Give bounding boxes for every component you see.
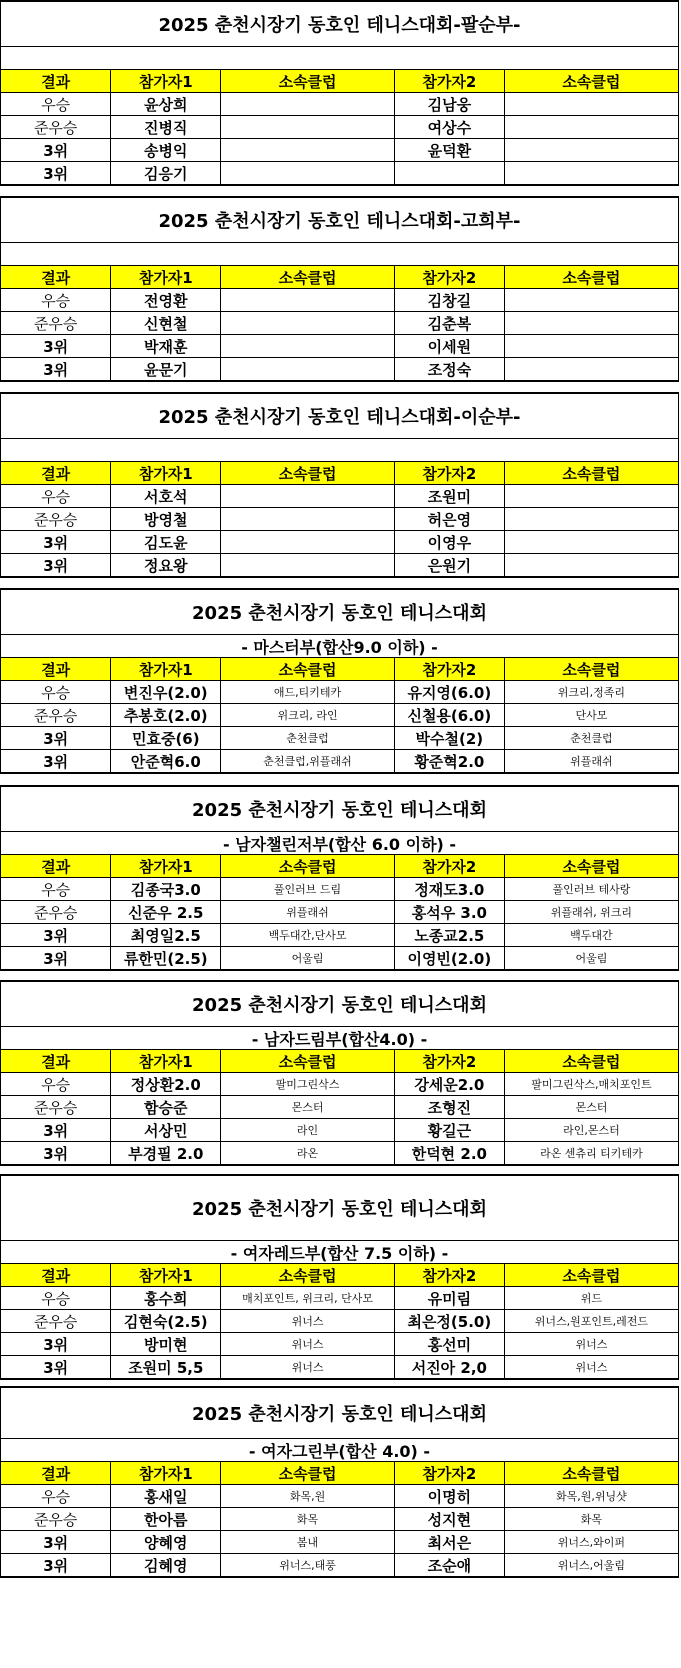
cell-p2: 허은영 [394,508,504,531]
column-header-result: 결과 [1,658,111,681]
cell-p1: 김도윤 [111,531,221,554]
header-row [1,1462,678,1485]
cell-result: 준우승 [1,1310,111,1333]
cell-result: 3위 [1,554,111,577]
cell-result: 준우승 [1,1508,111,1531]
cell-result: 3위 [1,727,111,750]
division-subtitle: - 여자그린부(합산 4.0) - [1,1439,678,1462]
division-section [0,980,679,1166]
cell-club2: 위너스 [504,1333,678,1356]
cell-p1: 신준우 2.5 [111,901,221,924]
cell-p1: 김현숙(2.5) [111,1310,221,1333]
cell-p2: 홍석우 3.0 [394,901,504,924]
cell-club1: 매치포인트, 위크리, 단사모 [221,1287,395,1310]
cell-p1: 서상민 [111,1119,221,1142]
table-row [1,1333,678,1356]
table-row [1,162,678,185]
cell-result: 3위 [1,1119,111,1142]
division-title: 2025 춘천시장기 동호인 테니스대회 [1,982,678,1027]
cell-club1: 라인 [221,1119,395,1142]
cell-club1: 라온 [221,1142,395,1165]
cell-result: 3위 [1,924,111,947]
division-subtitle [1,243,678,266]
division-subtitle: - 남자드림부(합산4.0) - [1,1027,678,1050]
cell-p2: 조정숙 [394,358,504,381]
cell-p2: 한덕현 2.0 [394,1142,504,1165]
cell-club1: 춘천클럽 [221,727,395,750]
column-header-club2: 소속클럽 [504,658,678,681]
cell-club1: 화목,원 [221,1485,395,1508]
division-title: 2025 춘천시장기 동호인 테니스대회-이순부- [1,394,678,439]
column-header-club2: 소속클럽 [504,462,678,485]
cell-result: 3위 [1,1142,111,1165]
cell-result: 3위 [1,1333,111,1356]
cell-p1: 김종국3.0 [111,878,221,901]
cell-result: 3위 [1,162,111,185]
division-title: 2025 춘천시장기 동호인 테니스대회 [1,590,678,635]
cell-p2 [394,162,504,185]
column-header-result: 결과 [1,1462,111,1485]
cell-club1 [221,508,395,531]
cell-p1: 방영철 [111,508,221,531]
column-header-p1: 참가자1 [111,658,221,681]
cell-result: 우승 [1,1485,111,1508]
cell-p1: 김혜영 [111,1554,221,1577]
cell-club1 [221,358,395,381]
cell-club2: 화목 [504,1508,678,1531]
cell-p2: 황길근 [394,1119,504,1142]
table-row [1,1508,678,1531]
column-header-result: 결과 [1,1050,111,1073]
cell-p2: 조원미 [394,485,504,508]
cell-club2: 단사모 [504,704,678,727]
cell-p2: 은원기 [394,554,504,577]
cell-club1: 위너스 [221,1333,395,1356]
cell-club2: 라인,몬스터 [504,1119,678,1142]
cell-result: 준우승 [1,704,111,727]
cell-p2: 여상수 [394,116,504,139]
division-title: 2025 춘천시장기 동호인 테니스대회 [1,1176,678,1241]
header-row [1,1050,678,1073]
column-header-result: 결과 [1,70,111,93]
column-header-p2: 참가자2 [394,658,504,681]
cell-p2: 최서은 [394,1531,504,1554]
cell-p1: 함승준 [111,1096,221,1119]
column-header-p2: 참가자2 [394,1462,504,1485]
cell-p2: 성지현 [394,1508,504,1531]
column-header-result: 결과 [1,266,111,289]
cell-p2: 김춘복 [394,312,504,335]
cell-p2: 조순애 [394,1554,504,1577]
cell-club2: 몬스터 [504,1096,678,1119]
table-row [1,750,678,773]
table-row [1,924,678,947]
cell-p1: 양혜영 [111,1531,221,1554]
cell-club1 [221,162,395,185]
column-header-club2: 소속클럽 [504,266,678,289]
cell-p2: 조형진 [394,1096,504,1119]
cell-club2: 팔미그린삭스,매치포인트 [504,1073,678,1096]
division-section [0,1386,679,1578]
column-header-club2: 소속클럽 [504,1462,678,1485]
column-header-result: 결과 [1,462,111,485]
cell-p1: 서호석 [111,485,221,508]
results-table [1,70,678,184]
cell-club2: 위너스,어울림 [557,1559,626,1572]
cell-club1: 팔미그린삭스 [221,1073,395,1096]
cell-result: 우승 [1,878,111,901]
column-header-p1: 참가자1 [111,1462,221,1485]
cell-result: 3위 [1,358,111,381]
cell-club2: 위너스,와이퍼 [504,1531,678,1554]
header-row [1,70,678,93]
cell-result: 준우승 [1,116,111,139]
cell-club2 [504,358,678,381]
division-section [0,0,679,186]
cell-result: 3위 [1,1356,111,1379]
cell-result: 3위 [1,139,111,162]
cell-result: 준우승 [1,901,111,924]
table-row [1,1531,678,1554]
cell-p1: 신현철 [111,312,221,335]
cell-club1 [221,554,395,577]
column-header-p2: 참가자2 [394,1264,504,1287]
header-row [1,462,678,485]
cell-club2: 위드 [504,1287,678,1310]
table-row [1,289,678,312]
results-table [1,658,678,772]
cell-p2: 김창길 [394,289,504,312]
table-row [1,554,678,577]
column-header-p2: 참가자2 [394,855,504,878]
table-row [1,1554,678,1577]
cell-club2 [504,335,678,358]
cell-club1: 춘천클럽,위플래쉬 [221,750,395,773]
table-row [1,1119,678,1142]
table-row [1,335,678,358]
cell-result: 준우승 [1,508,111,531]
column-header-club1: 소속클럽 [221,462,395,485]
table-row [1,93,678,116]
cell-club2 [504,289,678,312]
table-row [1,681,678,704]
results-table [1,855,678,969]
cell-p2: 이영빈(2.0) [394,947,504,970]
cell-club2 [504,485,678,508]
cell-club1: 애드,티키테카 [221,681,395,704]
table-row [1,312,678,335]
division-title: 2025 춘천시장기 동호인 테니스대회-팔순부- [1,2,678,47]
cell-p2: 이영우 [394,531,504,554]
cell-club2: 위크리,정족리 [504,681,678,704]
cell-club1 [221,485,395,508]
cell-p2: 최은정(5.0) [394,1310,504,1333]
cell-p1: 전영환 [111,289,221,312]
cell-club1: 위플래쉬 [221,901,395,924]
cell-p1: 송병익 [111,139,221,162]
cell-club2: 백두대간 [504,924,678,947]
cell-p2: 신철용(6.0) [394,704,504,727]
column-header-club1: 소속클럽 [221,1264,395,1287]
cell-club2: 춘천클럽 [504,727,678,750]
division-section [0,588,679,774]
table-row [1,1356,678,1379]
column-header-club1: 소속클럽 [221,70,395,93]
cell-club2 [504,531,678,554]
cell-club2: 위너스 [575,1361,608,1374]
table-row [1,1073,678,1096]
cell-result: 준우승 [1,1096,111,1119]
cell-club2 [504,508,678,531]
division-section [0,392,679,578]
cell-result: 3위 [1,531,111,554]
cell-club1: 위너스,태풍 [221,1554,395,1577]
cell-result: 우승 [1,1287,111,1310]
table-row [1,531,678,554]
column-header-club2: 소속클럽 [504,1264,678,1287]
column-header-club1: 소속클럽 [221,1050,395,1073]
column-header-p1: 참가자1 [111,70,221,93]
column-header-p2: 참가자2 [394,1050,504,1073]
table-row [1,1142,678,1165]
division-title: 2025 춘천시장기 동호인 테니스대회-고희부- [1,198,678,243]
cell-club2: 어울림 [575,952,608,965]
table-row [1,485,678,508]
column-header-p1: 참가자1 [111,1050,221,1073]
cell-result: 3위 [1,335,111,358]
cell-p1: 정상환2.0 [111,1073,221,1096]
cell-p1: 변진우(2.0) [111,681,221,704]
results-table [1,1264,678,1378]
cell-club1: 어울림 [221,947,395,970]
division-subtitle: - 남자챌린저부(합산 6.0 이하) - [1,832,678,855]
column-header-club2: 소속클럽 [504,1050,678,1073]
cell-club1 [221,139,395,162]
division-title: 2025 춘천시장기 동호인 테니스대회 [1,1388,678,1439]
column-header-p1: 참가자1 [111,1264,221,1287]
cell-p2: 윤덕환 [394,139,504,162]
cell-p2: 정재도3.0 [394,878,504,901]
cell-p1: 조원미 5,5 [111,1356,221,1379]
cell-p2: 황준혁2.0 [394,750,504,773]
table-row [1,116,678,139]
cell-club2: 위플래쉬 [570,755,613,768]
table-row [1,727,678,750]
results-table [1,1050,678,1164]
cell-p2: 박수철(2) [394,727,504,750]
column-header-p2: 참가자2 [394,462,504,485]
division-subtitle [1,439,678,462]
cell-p2: 강세운2.0 [394,1073,504,1096]
cell-club1 [221,289,395,312]
column-header-club1: 소속클럽 [221,1462,395,1485]
column-header-club1: 소속클럽 [221,266,395,289]
cell-club1: 봄내 [221,1531,395,1554]
cell-club2 [504,116,678,139]
table-row [1,1287,678,1310]
division-section [0,785,679,971]
table-row [1,1310,678,1333]
table-row [1,1485,678,1508]
cell-p1: 방미현 [111,1333,221,1356]
cell-club1: 위크리, 라인 [221,704,395,727]
column-header-p1: 참가자1 [111,462,221,485]
table-row [1,878,678,901]
cell-result: 우승 [1,1073,111,1096]
cell-result: 준우승 [1,312,111,335]
division-subtitle: - 마스터부(합산9.0 이하) - [1,635,678,658]
cell-p1: 윤문기 [111,358,221,381]
division-title: 2025 춘천시장기 동호인 테니스대회 [1,787,678,832]
cell-p1: 추봉호(2.0) [111,704,221,727]
cell-p1: 한아름 [111,1508,221,1531]
table-row [1,947,678,970]
header-row [1,266,678,289]
cell-p2: 유미림 [394,1287,504,1310]
table-row [1,358,678,381]
column-header-p1: 참가자1 [111,855,221,878]
table-row [1,901,678,924]
cell-club1 [221,93,395,116]
cell-p1: 홍새일 [111,1485,221,1508]
cell-result: 우승 [1,93,111,116]
cell-result: 우승 [1,681,111,704]
cell-club1 [221,335,395,358]
division-section [0,1174,679,1380]
cell-p1: 류한민(2.5) [111,947,221,970]
cell-club2: 위너스,원포인트,레전드 [504,1310,678,1333]
cell-p1: 윤상희 [111,93,221,116]
cell-result: 3위 [1,1554,111,1577]
table-row [1,139,678,162]
results-table [1,266,678,380]
column-header-p1: 참가자1 [111,266,221,289]
cell-p1: 진병직 [111,116,221,139]
cell-p2: 서진아 2,0 [394,1356,504,1379]
cell-p1: 정요왕 [111,554,221,577]
column-header-club1: 소속클럽 [221,855,395,878]
cell-result: 3위 [1,1531,111,1554]
cell-club1: 풀인러브 드림 [221,878,395,901]
cell-club2: 라온 센츄리 티키테카 [540,1147,643,1160]
cell-club2 [504,554,678,577]
cell-club2: 풀인러브 테사랑 [504,878,678,901]
cell-p1: 부경필 2.0 [111,1142,221,1165]
cell-p2: 김남웅 [394,93,504,116]
cell-club2 [504,93,678,116]
cell-p2: 이명히 [394,1485,504,1508]
cell-p1: 안준혁6.0 [111,750,221,773]
cell-club1 [221,531,395,554]
cell-p2: 유지영(6.0) [394,681,504,704]
header-row [1,658,678,681]
cell-club1 [221,116,395,139]
cell-p2: 홍선미 [394,1333,504,1356]
cell-club2 [504,139,678,162]
cell-result: 3위 [1,947,111,970]
cell-p1: 민효중(6) [111,727,221,750]
cell-club1: 화목 [221,1508,395,1531]
column-header-result: 결과 [1,1264,111,1287]
cell-p2: 노종교2.5 [394,924,504,947]
cell-result: 우승 [1,289,111,312]
cell-result: 우승 [1,485,111,508]
cell-club2 [504,312,678,335]
cell-p2: 이세원 [394,335,504,358]
column-header-club1: 소속클럽 [221,658,395,681]
cell-p1: 박재훈 [111,335,221,358]
cell-p1: 김응기 [111,162,221,185]
cell-club1: 몬스터 [221,1096,395,1119]
results-table [1,1462,678,1576]
cell-club1: 위너스 [221,1356,395,1379]
table-row [1,1096,678,1119]
cell-club2 [504,162,678,185]
division-subtitle: - 여자레드부(합산 7.5 이하) - [1,1241,678,1264]
cell-club2: 위플래쉬, 위크리 [504,901,678,924]
cell-club1 [221,312,395,335]
table-row [1,508,678,531]
header-row [1,1264,678,1287]
division-section [0,196,679,382]
column-header-club2: 소속클럽 [504,70,678,93]
column-header-club2: 소속클럽 [504,855,678,878]
cell-result: 3위 [1,750,111,773]
results-table [1,462,678,576]
cell-club1: 백두대간,단사모 [221,924,395,947]
header-row [1,855,678,878]
cell-club1: 위너스 [221,1310,395,1333]
column-header-p2: 참가자2 [394,70,504,93]
column-header-p2: 참가자2 [394,266,504,289]
cell-club2: 화목,원,위닝샷 [504,1485,678,1508]
column-header-result: 결과 [1,855,111,878]
table-row [1,704,678,727]
cell-p1: 최영일2.5 [111,924,221,947]
division-subtitle [1,47,678,70]
cell-p1: 홍수희 [111,1287,221,1310]
